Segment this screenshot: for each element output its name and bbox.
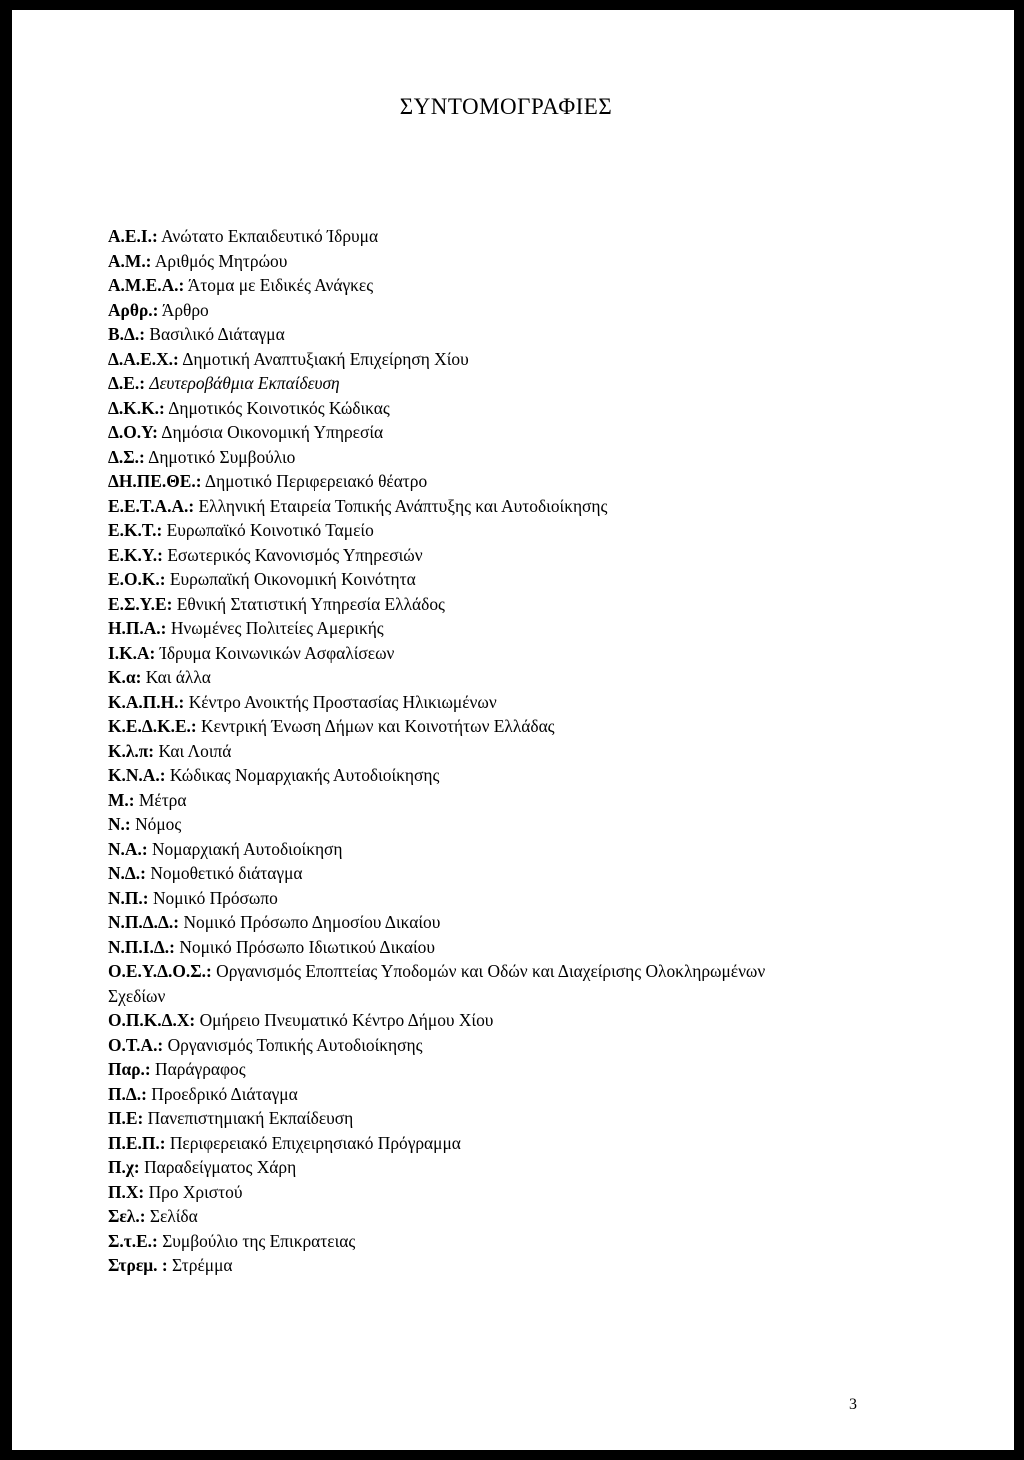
- abbreviation-entry: [108, 469, 808, 494]
- abbreviation-entry: [108, 641, 808, 666]
- abbreviation-definition: Προεδρικό Διάταγμα: [151, 1083, 298, 1104]
- abbreviation-entry: [108, 1180, 808, 1205]
- abbreviation-list: [108, 224, 808, 1278]
- abbreviation-term: Ο.Τ.Α.:: [108, 1034, 164, 1055]
- abbreviation-entry: [108, 788, 808, 813]
- abbreviation-term: Κ.Ε.Δ.Κ.Ε.:: [108, 716, 197, 736]
- abbreviation-term: Δ.Σ.:: [108, 446, 145, 467]
- abbreviation-definition: Ίδρυμα Κοινωνικών Ασφαλίσεων: [159, 642, 395, 663]
- abbreviation-entry: [108, 739, 808, 764]
- abbreviation-entry: [108, 714, 808, 739]
- abbreviation-definition: Οργανισμός Εποπτείας Υποδομών και Οδών και Διαχείρισης Ολοκληρωμένων Σχεδίων: [108, 961, 766, 1006]
- abbreviation-definition: Άτομα με Ειδικές Ανάγκες: [187, 275, 374, 295]
- abbreviation-definition: Ηνωμένες Πολιτείες Αμερικής: [170, 618, 384, 638]
- abbreviation-entry: [108, 322, 808, 347]
- abbreviation-term: Ν.Α.:: [108, 838, 148, 859]
- abbreviation-definition: Οργανισμός Τοπικής Αυτοδιοίκησης: [167, 1034, 423, 1055]
- page-number: 3: [849, 1396, 857, 1413]
- abbreviation-definition: Δημοτικός Κοινοτικός Κώδικας: [168, 397, 390, 418]
- abbreviation-entry: [108, 1204, 808, 1229]
- abbreviation-definition: Ευρωπαϊκό Κοινοτικό Ταμείο: [166, 520, 374, 540]
- abbreviation-term: Β.Δ.:: [108, 324, 145, 344]
- abbreviation-term: Ε.Σ.Υ.Ε:: [108, 593, 173, 614]
- abbreviation-term: Α.Μ.:: [108, 250, 152, 271]
- abbreviation-definition: Αριθμός Μητρώου: [154, 250, 288, 271]
- abbreviation-term: Σελ.:: [108, 1206, 146, 1226]
- abbreviation-entry: [108, 1106, 808, 1131]
- abbreviation-entry: [108, 861, 808, 886]
- abbreviation-term: Δ.Α.Ε.Χ.:: [108, 348, 179, 369]
- abbreviation-entry: [108, 249, 808, 274]
- abbreviation-entry: [108, 445, 808, 470]
- abbreviation-term: Ν.:: [108, 814, 131, 834]
- abbreviation-term: Σ.τ.Ε.:: [108, 1230, 158, 1251]
- abbreviation-term: Μ.:: [108, 789, 135, 810]
- abbreviation-definition: Συμβούλιο της Επικρατειας: [162, 1230, 356, 1251]
- abbreviation-definition: Κώδικας Νομαρχιακής Αυτοδιοίκησης: [169, 765, 440, 785]
- abbreviation-entry: [108, 763, 808, 788]
- abbreviation-term: Α.Ε.Ι.:: [108, 226, 158, 246]
- abbreviation-term: Π.Ε.Π.:: [108, 1132, 166, 1153]
- abbreviation-definition: Δημόσια Οικονομική Υπηρεσία: [161, 422, 384, 442]
- abbreviation-definition: Μέτρα: [138, 789, 187, 810]
- abbreviation-definition: Στρέμμα: [172, 1255, 233, 1275]
- abbreviation-term: Ν.Δ.:: [108, 863, 146, 883]
- abbreviation-term: Κ.Ν.Α.:: [108, 765, 166, 785]
- abbreviation-definition: Ελληνική Εταιρεία Τοπικής Ανάπτυξης και Αυτοδιοίκησης: [198, 495, 608, 516]
- abbreviation-entry: [108, 1033, 808, 1058]
- abbreviation-definition: Εσωτερικός Κανονισμός Υπηρεσιών: [167, 544, 423, 565]
- abbreviation-definition: Νομικό Πρόσωπο Ιδιωτικού Δικαίου: [179, 936, 435, 957]
- abbreviation-entry: [108, 690, 808, 715]
- abbreviation-term: Δ.Ε.:: [108, 373, 145, 393]
- abbreviation-definition: Δημοτική Αναπτυξιακή Επιχείρηση Χίου: [182, 348, 469, 369]
- abbreviation-entry: [108, 616, 808, 641]
- abbreviation-entry: [108, 494, 808, 519]
- abbreviation-entry: [108, 420, 808, 445]
- abbreviation-entry: [108, 1131, 808, 1156]
- abbreviation-term: Αρθρ.:: [108, 299, 159, 320]
- page-title: ΣΥΝΤΟΜΟΓΡΑΦΙΕΣ: [399, 94, 613, 119]
- abbreviation-entry: [108, 1155, 808, 1180]
- abbreviation-definition: Παράγραφος: [155, 1059, 246, 1079]
- abbreviation-term: Ο.Ε.Υ.Δ.Ο.Σ.:: [108, 961, 212, 981]
- abbreviation-entry: [108, 665, 808, 690]
- abbreviation-definition: Ανώτατο Εκπαιδευτικό Ίδρυμα: [161, 226, 379, 246]
- abbreviation-entry: [108, 837, 808, 862]
- abbreviation-term: Δ.Κ.Κ.:: [108, 397, 165, 418]
- abbreviation-term: Ε.Κ.Υ.:: [108, 544, 163, 565]
- abbreviation-definition: Εθνική Στατιστική Υπηρεσία Ελλάδος: [176, 593, 445, 614]
- abbreviation-definition: Περιφερειακό Επιχειρησιακό Πρόγραμμα: [169, 1132, 461, 1153]
- abbreviation-entry: [108, 518, 808, 543]
- abbreviation-term: Ι.Κ.Α:: [108, 642, 156, 663]
- abbreviation-definition: Και άλλα: [145, 667, 211, 687]
- abbreviation-definition: Κεντρική Ένωση Δήμων και Κοινοτήτων Ελλάδας: [201, 716, 555, 736]
- abbreviation-term: Παρ.:: [108, 1059, 151, 1079]
- abbreviation-definition: Βασιλικό Διάταγμα: [149, 324, 285, 344]
- abbreviation-entry: [108, 1057, 808, 1082]
- abbreviation-term: Π.Ε:: [108, 1108, 144, 1128]
- abbreviation-definition: Δημοτικό Περιφερειακό θέατρο: [204, 471, 428, 491]
- abbreviation-definition: Και Λοιπά: [158, 740, 232, 761]
- abbreviation-entry: [108, 1229, 808, 1254]
- abbreviation-term: Ν.Π.Δ.Δ.:: [108, 912, 180, 932]
- abbreviation-term: Ε.Κ.Τ.:: [108, 520, 163, 540]
- abbreviation-term: Ε.Ο.Κ.:: [108, 569, 166, 589]
- abbreviation-entry: [108, 812, 808, 837]
- abbreviation-entry: [108, 347, 808, 372]
- abbreviation-entry: [108, 959, 798, 1008]
- abbreviation-definition: Πανεπιστημιακή Εκπαίδευση: [147, 1108, 354, 1128]
- abbreviation-term: Κ.α:: [108, 667, 142, 687]
- abbreviation-definition: Νομοθετικό διάταγμα: [150, 863, 303, 883]
- abbreviation-term: Α.Μ.Ε.Α.:: [108, 275, 185, 295]
- abbreviation-entry: [108, 1082, 808, 1107]
- abbreviation-definition: Ομήρειο Πνευματικό Κέντρο Δήμου Χίου: [199, 1010, 494, 1030]
- abbreviation-definition: Παραδείγματος Χάρη: [144, 1157, 297, 1177]
- abbreviation-definition: Νόμος: [135, 814, 182, 834]
- abbreviation-term: Κ.Α.Π.Η.:: [108, 691, 185, 712]
- abbreviation-term: ΔΗ.ΠΕ.ΘΕ.:: [108, 471, 202, 491]
- abbreviation-entry: [108, 224, 808, 249]
- abbreviation-term: Π.Χ:: [108, 1181, 145, 1202]
- abbreviation-definition: Προ Χριστού: [148, 1181, 243, 1202]
- abbreviation-definition: Ευρωπαϊκή Οικονομική Κοινότητα: [169, 569, 416, 589]
- abbreviation-definition: Νομικό Πρόσωπο Δημοσίου Δικαίου: [183, 912, 441, 932]
- abbreviation-definition: Νομαρχιακή Αυτοδιοίκηση: [151, 838, 343, 859]
- abbreviation-entry: [108, 273, 808, 298]
- abbreviation-term: Ε.Ε.Τ.Α.Α.:: [108, 495, 195, 516]
- abbreviation-entry: [108, 935, 808, 960]
- abbreviation-term: Ν.Π.:: [108, 887, 149, 908]
- abbreviation-term: Κ.λ.π:: [108, 740, 155, 761]
- abbreviation-entry: [108, 298, 808, 323]
- abbreviation-entry: [108, 1253, 808, 1278]
- abbreviation-definition: Κέντρο Ανοικτής Προστασίας Ηλικιωμένων: [188, 691, 497, 712]
- abbreviation-term: Στρεμ. :: [108, 1255, 168, 1275]
- abbreviation-entry: [108, 1008, 808, 1033]
- abbreviation-term: Π.χ:: [108, 1157, 140, 1177]
- abbreviation-definition: Άρθρο: [161, 299, 209, 320]
- abbreviation-definition: Σελίδα: [149, 1206, 198, 1226]
- abbreviation-definition: Δημοτικό Συμβούλιο: [148, 446, 296, 467]
- abbreviation-entry: [108, 543, 808, 568]
- abbreviation-definition: Δευτεροβάθμια Εκπαίδευση: [149, 373, 340, 393]
- abbreviation-term: Ο.Π.Κ.Δ.Χ:: [108, 1010, 196, 1030]
- abbreviation-term: Ν.Π.Ι.Δ.:: [108, 936, 175, 957]
- abbreviation-term: Η.Π.Α.:: [108, 618, 167, 638]
- abbreviation-entry: [108, 371, 808, 396]
- abbreviation-entry: [108, 396, 808, 421]
- abbreviation-entry: [108, 886, 808, 911]
- abbreviation-term: Δ.Ο.Υ:: [108, 422, 158, 442]
- abbreviation-definition: Νομικό Πρόσωπο: [152, 887, 278, 908]
- abbreviation-entry: [108, 567, 808, 592]
- abbreviation-entry: [108, 910, 808, 935]
- abbreviation-entry: [108, 592, 808, 617]
- abbreviation-term: Π.Δ.:: [108, 1083, 147, 1104]
